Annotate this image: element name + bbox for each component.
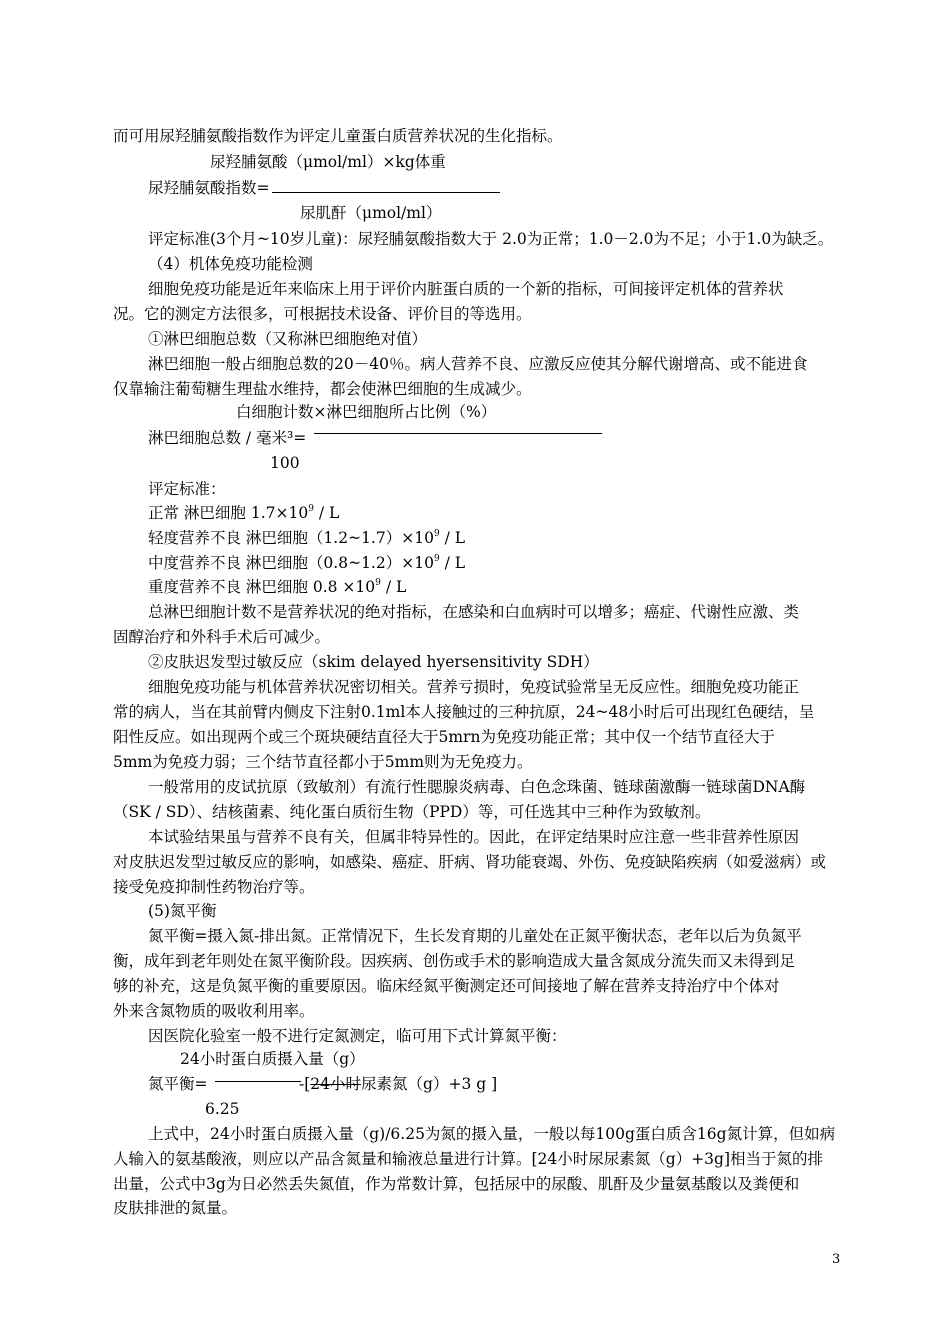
paragraph-line: 衡，成年到老年则处在氮平衡阶段。因疾病、创伤或手术的影响造成大量含氮成分流失而又未得到足 xyxy=(113,952,796,970)
paragraph-line: 常的病人，当在其前臂内侧皮下注射0.1ml本人接触过的三种抗原，24~48小时后可出现红色硬结，呈 xyxy=(113,703,815,721)
formula-label: 淋巴细胞总数 / 毫米³= xyxy=(148,429,307,447)
formula-numerator: 尿羟脯氨酸（μmol/ml）×kg体重 xyxy=(210,153,446,171)
criteria-line: 轻度营养不良 淋巴细胞$(1.2\sim 1.7)\times 10^9 / L$ xyxy=(148,529,466,547)
formula-label: 氮平衡= xyxy=(148,1075,208,1093)
criteria-line: 重度营养不良 淋巴细胞 $0.8 \times 10^9 / L$ xyxy=(148,578,407,596)
paragraph-line: 上式中，24小时蛋白质摄入量（g)/6.25为氮的摄入量，一般以每100g蛋白质含16g氮计算，但如病 xyxy=(148,1125,836,1143)
paragraph-line: 对皮肤迟发型过敏反应的影响，如感染、癌症、肝病、肾功能衰竭、外伤、免疫缺陷疾病（如爱滋病）或 xyxy=(113,853,827,871)
criteria-line: 中度营养不良 淋巴细胞$(0.8\sim 1.2)\times 10^9 / L$ xyxy=(148,554,466,572)
paragraph-line: 够的补充，这是负氮平衡的重要原因。临床经氮平衡测定还可间接地了解在营养支持治疗中个体对 xyxy=(113,977,780,995)
subsection-heading: ①淋巴细胞总数（又称淋巴细胞绝对值） xyxy=(148,330,428,348)
formula-denominator: 尿肌酐（μmol/ml） xyxy=(300,204,442,222)
formula-denominator: 6.25 xyxy=(205,1100,240,1118)
paragraph-line: 淋巴细胞一般占细胞总数的20－40％。病人营养不良、应激反应使其分解代谢增高、或不能进食 xyxy=(148,355,808,373)
paragraph-line: （SK / SD）、结核菌素、纯化蛋白质衍生物（PPD）等，可任选其中三种作为致敏剂。 xyxy=(113,803,711,821)
formula-numerator: 24小时蛋白质摄入量（g） xyxy=(180,1050,365,1068)
paragraph-line: 细胞免疫功能与机体营养状况密切相关。营养亏损时，免疫试验常呈无反应性。细胞免疫功能正 xyxy=(148,678,800,696)
paragraph-line: 而可用尿羟脯氨酸指数作为评定儿童蛋白质营养状况的生化指标。 xyxy=(113,127,563,145)
fraction-bar xyxy=(215,1081,301,1082)
criteria-line: 正常 淋巴细胞 $1.7\times 10^9 / L$ xyxy=(148,504,340,522)
paragraph-line: 评定标准(3个月~10岁儿童)：尿羟脯氨酸指数大于 2.0为正常；1.0－2.0为不足；小于1.0为缺乏。 xyxy=(148,230,834,248)
paragraph-line: 细胞免疫功能是近年来临床上用于评价内脏蛋白质的一个新的指标，可间接评定机体的营养状 xyxy=(148,280,784,298)
paragraph-line: 外来含氮物质的吸收利用率。 xyxy=(113,1002,315,1020)
formula-numerator: 白细胞计数×淋巴细胞所占比例（%） xyxy=(236,403,497,421)
paragraph-line: 氮平衡=摄入氮-排出氮。正常情况下，生长发育期的儿童处在正氮平衡状态，老年以后为负氮平 xyxy=(148,927,802,945)
paragraph-line: 评定标准： xyxy=(148,480,226,498)
subsection-heading: ②皮肤迟发型过敏反应（skim delayed hyersensitivity SDH） xyxy=(148,653,599,671)
section-heading: （4）机体免疫功能检测 xyxy=(148,255,313,273)
paragraph-line: 出量，公式中3g为日必然丢失氮值，作为常数计算，包括尿中的尿酸、肌酐及少量氨基酸以及粪便和 xyxy=(113,1175,800,1193)
paragraph-line: 况。它的测定方法很多，可根据技术设备、评价目的等选用。 xyxy=(113,305,532,323)
paragraph-line: 一般常用的皮试抗原（致敏剂）有流行性腮腺炎病毒、白色念珠菌、链球菌激酶一链球菌DNA酶 xyxy=(148,778,806,796)
paragraph-line: 固醇治疗和外科手术后可减少。 xyxy=(113,628,331,646)
paragraph-line: 接受免疫抑制性药物治疗等。 xyxy=(113,878,315,896)
paragraph-line: 仅靠输注葡萄糖生理盐水维持，都会使淋巴细胞的生成减少。 xyxy=(113,380,532,398)
paragraph-line: 5mm为免疫力弱；三个结节直径都小于5mm则为无免疫力。 xyxy=(113,753,533,771)
fraction-bar xyxy=(314,433,602,434)
section-heading: (5)氮平衡 xyxy=(148,902,217,920)
paragraph-line: 本试验结果虽与营养不良有关，但属非特异性的。因此，在评定结果时应注意一些非营养性原因 xyxy=(148,828,800,846)
paragraph-line: 总淋巴细胞计数不是营养状况的绝对指标，在感染和白血病时可以增多；癌症、代谢性应激、类 xyxy=(148,603,800,621)
formula-subtraction: -[24小时尿素氮（g）+3 g ] xyxy=(299,1075,498,1093)
paragraph-line: 皮肤排泄的氮量。 xyxy=(113,1199,238,1217)
fraction-bar xyxy=(272,192,500,193)
formula-denominator: 100 xyxy=(270,454,300,472)
paragraph-line: 人输入的氨基酸液，则应以产品含氮量和输液总量进行计算。[24小时尿尿素氮（g）+3g]相当于氮的排 xyxy=(113,1150,824,1168)
paragraph-line: 因医院化验室一般不进行定氮测定，临可用下式计算氮平衡： xyxy=(148,1027,567,1045)
paragraph-line: 阳性反应。如出现两个或三个斑块硬结直径大于5mrn为免疫功能正常；其中仅一个结节直径大于 xyxy=(113,728,775,746)
formula-label: 尿羟脯氨酸指数= xyxy=(148,179,270,197)
page-number: 3 xyxy=(832,1252,841,1267)
